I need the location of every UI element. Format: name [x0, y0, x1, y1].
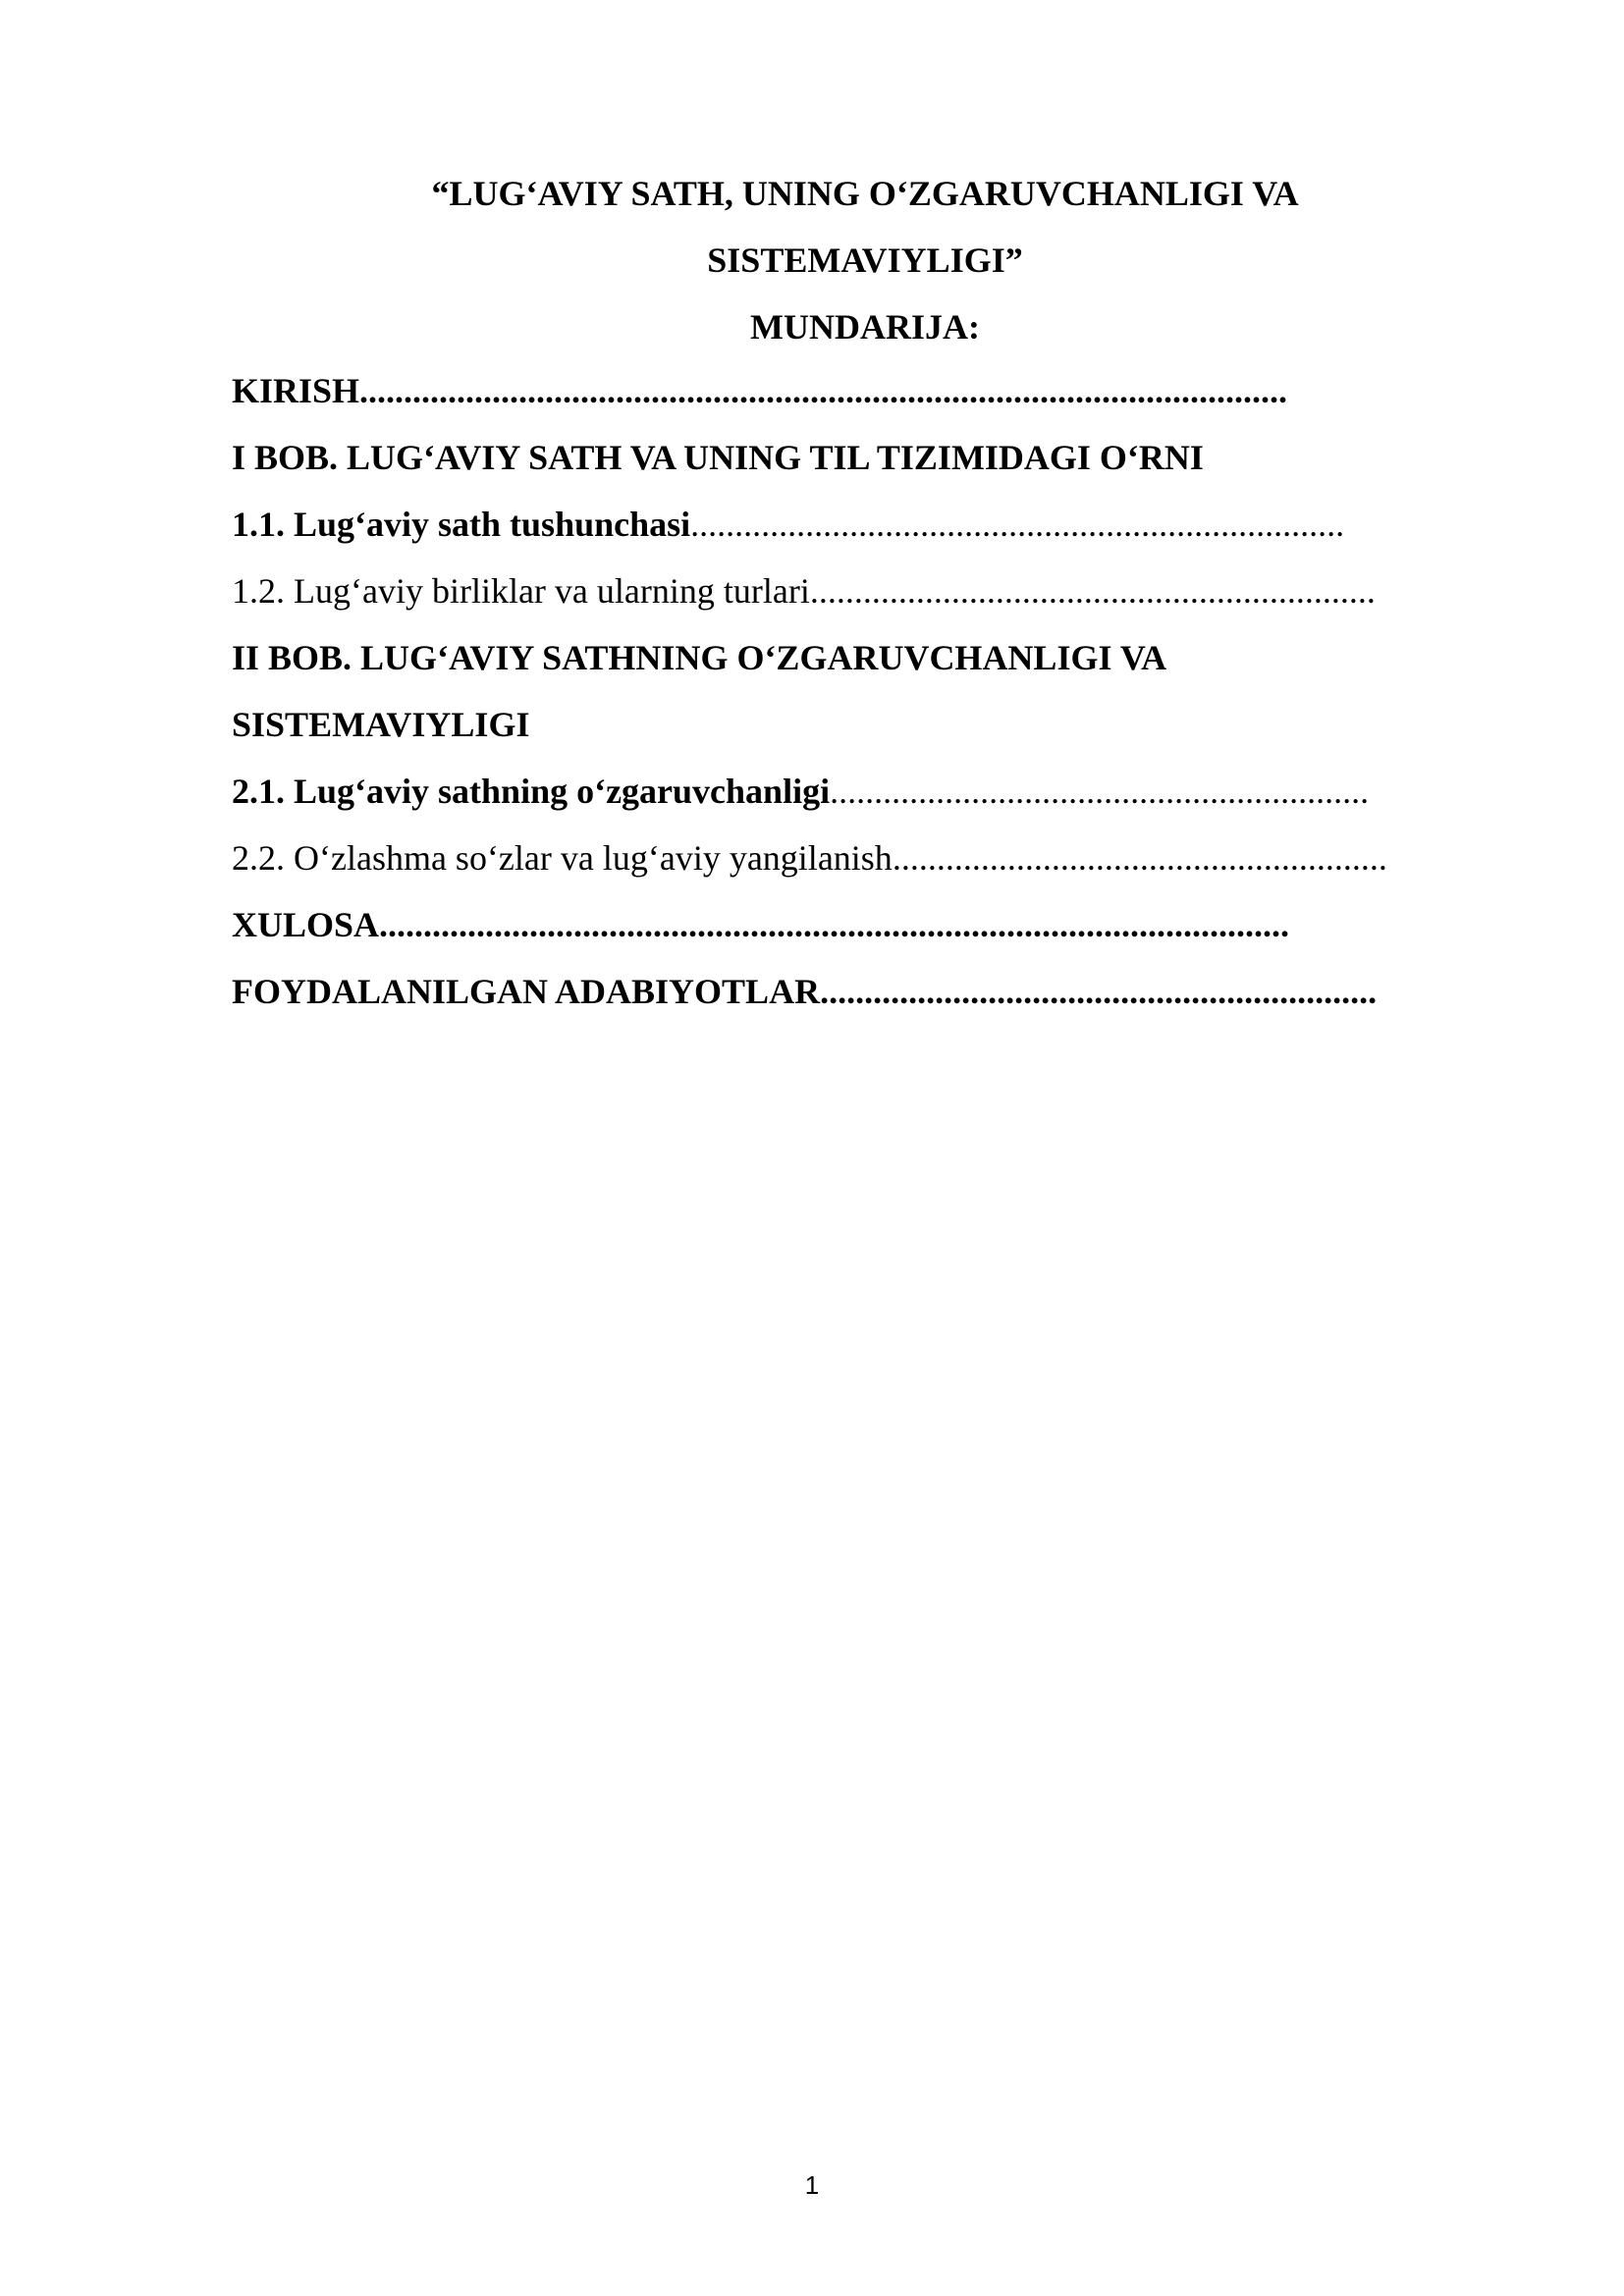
toc-leader-dots: .........................................................................................................	[359, 371, 1288, 410]
toc-entry-label: KIRISH	[232, 371, 360, 410]
toc-leader-dots: ...............................................................	[820, 972, 1378, 1011]
toc-entry-label: SISTEMAVIYLIGI	[232, 705, 530, 744]
toc-entry-1-1	[232, 491, 1498, 558]
toc-entry-label: 2.1. Lug‘aviy sathning o‘zgaruvchanligi	[232, 772, 831, 811]
toc-heading: MUNDARIJA:	[750, 307, 980, 347]
toc-entry-label: 2.2. O‘zlashma so‘zlar va lug‘aviy yangilanish	[232, 838, 893, 878]
table-of-contents	[232, 357, 1498, 1025]
document-title-line-2: SISTEMAVIYLIGI”	[707, 240, 1023, 280]
toc-entry-kirish	[232, 357, 1498, 424]
page-number: 1	[804, 2170, 820, 2200]
toc-entry-label: XULOSA	[232, 905, 380, 944]
toc-entry-references	[232, 958, 1498, 1025]
toc-entry-label: II BOB. LUG‘AVIY SATHNING O‘ZGARUVCHANLIGI VA	[232, 638, 1167, 677]
toc-leader-dots: .............................................................	[830, 772, 1370, 811]
toc-entry-chapter-2-continued	[232, 691, 1498, 758]
toc-entry-2-2	[232, 825, 1498, 891]
toc-entry-label: I BOB. LUG‘AVIY SATH VA UNING TIL TIZIMIDAGI O‘RNI	[232, 438, 1204, 477]
toc-entry-xulosa	[232, 891, 1498, 958]
toc-entry-label: 1.1. Lug‘aviy sath tushunchasi	[232, 505, 691, 544]
toc-leader-dots: ................................................................	[809, 571, 1376, 611]
document-title-line-1: “LUG‘AVIY SATH, UNING O‘ZGARUVCHANLIGI VA	[431, 174, 1299, 213]
title-block	[232, 160, 1498, 360]
toc-entry-label: 1.2. Lug‘aviy birliklar va ularning turlari	[232, 571, 810, 611]
toc-leader-dots: ..........................................................................	[690, 505, 1345, 544]
toc-leader-dots: ........................................................	[892, 838, 1387, 878]
toc-entry-2-1	[232, 758, 1498, 825]
toc-leader-dots: .......................................................................................................	[379, 905, 1290, 944]
toc-entry-chapter-2	[232, 624, 1498, 691]
toc-entry-chapter-1	[232, 424, 1498, 491]
toc-entry-1-2	[232, 558, 1498, 624]
toc-entry-label: FOYDALANILGAN ADABIYOTLAR	[232, 972, 821, 1011]
